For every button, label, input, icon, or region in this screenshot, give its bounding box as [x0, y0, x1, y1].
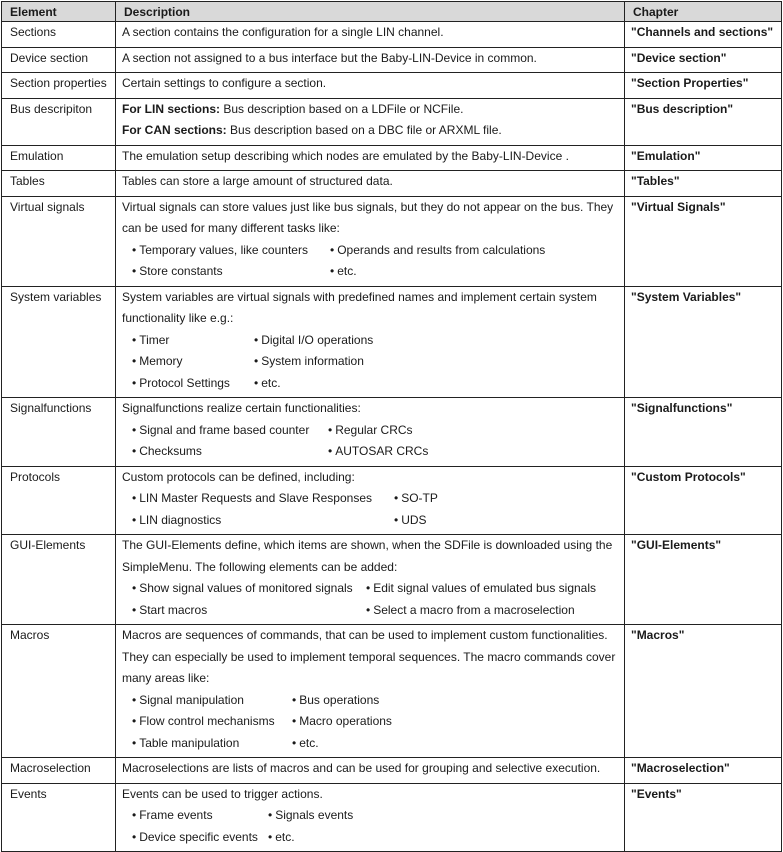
bus-can-line: [122, 123, 618, 145]
chapter-reference: "Device section": [631, 50, 727, 65]
description-text: They can especially be used to implement temporal sequences. The macro commands cover: [122, 649, 616, 664]
bullet-item: • Regular CRCs: [328, 423, 413, 445]
description-cell: [116, 22, 625, 48]
description-cell: [116, 73, 625, 99]
element-cell: [2, 171, 116, 197]
chapter-reference: "GUI-Elements": [631, 538, 722, 552]
table-row: [2, 171, 782, 197]
element-name: Virtual signals: [10, 199, 85, 214]
table-row: [2, 535, 782, 625]
table-row: [2, 466, 782, 535]
description-text: Tables can store a large amount of structured data.: [122, 174, 393, 188]
element-name: Emulation: [10, 148, 64, 163]
chapter-reference: "Emulation": [631, 148, 701, 163]
element-name: System variables: [10, 289, 102, 304]
bullet-item: • Signals events: [268, 808, 353, 830]
description-cell: [116, 286, 625, 398]
element-name: Device section: [10, 50, 89, 65]
bullet-item: • Frame events: [122, 808, 268, 830]
element-name: Protocols: [10, 469, 61, 484]
bullet-row: [122, 581, 618, 603]
element-name: Macros: [10, 628, 50, 642]
bullet-item: • Store constants: [122, 264, 330, 286]
bullet-item: • System information: [254, 354, 364, 376]
bullet-row: [122, 264, 618, 286]
chapter-reference: "Tables": [631, 174, 680, 188]
table-row: [2, 47, 782, 73]
bullet-item: • AUTOSAR CRCs: [328, 444, 428, 466]
element-cell: [2, 22, 116, 48]
bullet-item: • Macro operations: [292, 714, 392, 736]
chapter-reference: "Channels and sections": [631, 25, 774, 39]
element-cell: [2, 758, 116, 784]
bullet-item: • Protocol Settings: [122, 376, 254, 398]
chapter-reference: "Signalfunctions": [631, 401, 733, 415]
bullet-row: [122, 714, 618, 736]
bus-lin-text: Bus description based on a LDFile or NCFile.: [220, 101, 464, 116]
element-cell: [2, 145, 116, 171]
table-header: [2, 2, 782, 22]
bullet-item: • etc.: [268, 830, 295, 852]
bullet-item: • Temporary values, like counters: [122, 243, 330, 265]
element-cell: [2, 47, 116, 73]
chapter-reference: "Section Properties": [631, 76, 749, 90]
description-cell: [116, 625, 625, 758]
bullet-item: • Checksums: [122, 444, 328, 466]
description-cell: [116, 466, 625, 535]
element-name: Bus descripiton: [10, 101, 93, 116]
table-row: [2, 783, 782, 852]
table-row: [2, 145, 782, 171]
table-row: [2, 22, 782, 48]
description-text: Custom protocols can be defined, including:: [122, 469, 355, 484]
description-cell: [116, 758, 625, 784]
description-text: A section contains the configuration for a single LIN channel.: [122, 25, 444, 39]
bullet-row: [122, 444, 618, 466]
header-chapter: Chapter: [625, 2, 782, 22]
description-text: many areas like:: [122, 671, 210, 685]
chapter-cell: [625, 47, 782, 73]
bullet-item: • UDS: [394, 513, 427, 535]
description-cell: [116, 535, 625, 625]
table-row: [2, 73, 782, 99]
chapter-reference: "Virtual Signals": [631, 199, 726, 214]
chapter-cell: [625, 73, 782, 99]
bus-can-label: For CAN sections:: [122, 123, 227, 137]
bullet-row: [122, 333, 618, 355]
chapter-cell: [625, 196, 782, 286]
description-text: Certain settings to configure a section.: [122, 76, 327, 90]
bullet-item: • Start macros: [122, 603, 366, 625]
bullet-row: [122, 736, 618, 758]
description-cell: [116, 196, 625, 286]
bullet-item: • Timer: [122, 333, 254, 355]
bullet-item: • etc.: [330, 264, 357, 286]
bullet-row: [122, 376, 618, 398]
table-row: [2, 196, 782, 286]
element-cell: [2, 625, 116, 758]
bullet-row: [122, 491, 618, 513]
description-text: The emulation setup describing which nodes are emulated by the Baby-LIN-Device .: [122, 148, 569, 163]
table-row: [2, 98, 782, 145]
bullet-item: • Operands and results from calculations: [330, 243, 545, 265]
chapter-cell: [625, 625, 782, 758]
description-text: The GUI-Elements define, which items are shown, when the SDFile is downloaded using the: [122, 538, 613, 552]
bullet-row: [122, 354, 618, 376]
bullet-row: [122, 830, 618, 852]
chapter-reference: "System Variables": [631, 289, 742, 304]
description-cell: [116, 98, 625, 145]
bullet-item: • Bus operations: [292, 693, 379, 715]
description-text: Macros are sequences of commands, that can be used to implement custom functionalities.: [122, 628, 608, 642]
element-name: Signalfunctions: [10, 401, 92, 415]
description-cell: [116, 171, 625, 197]
table-body: [2, 22, 782, 852]
bullet-item: • Digital I/O operations: [254, 333, 373, 355]
bullet-item: • Show signal values of monitored signals: [122, 581, 366, 603]
element-name: GUI-Elements: [10, 538, 86, 552]
bullet-row: [122, 808, 618, 830]
chapter-cell: [625, 286, 782, 398]
description-cell: [116, 398, 625, 467]
chapter-cell: [625, 98, 782, 145]
description-text: can be used for many different tasks like:: [122, 221, 340, 235]
bullet-row: [122, 693, 618, 715]
description-text: functionality like e.g.:: [122, 311, 234, 325]
element-name: Section properties: [10, 76, 107, 90]
table-row: [2, 286, 782, 398]
chapter-cell: [625, 466, 782, 535]
description-cell: [116, 783, 625, 852]
description-text: System variables are virtual signals with predefined names and implement certain system: [122, 289, 597, 304]
chapter-reference: "Macros": [631, 628, 685, 642]
chapter-cell: [625, 171, 782, 197]
bus-lin-line: [122, 102, 618, 124]
chapter-cell: [625, 758, 782, 784]
header-description: Description: [116, 2, 625, 22]
bullet-item: • Table manipulation: [122, 736, 292, 758]
header-row: [2, 2, 782, 22]
elements-table: [1, 1, 782, 852]
bullet-row: [122, 423, 618, 445]
table-row: [2, 398, 782, 467]
element-cell: [2, 73, 116, 99]
chapter-cell: [625, 22, 782, 48]
bullet-item: • Flow control mechanisms: [122, 714, 292, 736]
bullet-row: [122, 603, 618, 625]
element-cell: [2, 398, 116, 467]
bullet-item: • Memory: [122, 354, 254, 376]
bullet-item: • etc.: [292, 736, 319, 758]
description-text: Virtual signals can store values just like bus signals, but they do not appear on the bus. They: [122, 199, 614, 214]
element-name: Events: [10, 786, 47, 801]
bullet-item: • etc.: [254, 376, 281, 398]
bullet-item: • Device specific events: [122, 830, 268, 852]
chapter-cell: [625, 398, 782, 467]
table-row: [2, 625, 782, 758]
chapter-reference: "Bus description": [631, 101, 734, 116]
element-name: Sections: [10, 25, 57, 39]
element-cell: [2, 466, 116, 535]
bullet-item: • LIN diagnostics: [122, 513, 394, 535]
element-name: Macroselection: [10, 761, 91, 775]
description-text: Macroselections are lists of macros and can be used for grouping and selective execution.: [122, 761, 601, 775]
chapter-reference: "Events": [631, 786, 682, 801]
element-cell: [2, 286, 116, 398]
chapter-cell: [625, 783, 782, 852]
element-cell: [2, 535, 116, 625]
bullet-item: • Edit signal values of emulated bus signals: [366, 581, 596, 603]
description-cell: [116, 145, 625, 171]
element-cell: [2, 196, 116, 286]
chapter-reference: "Macroselection": [631, 761, 730, 775]
description-text: Events can be used to trigger actions.: [122, 786, 323, 801]
element-name: Tables: [10, 174, 45, 188]
bullet-row: [122, 513, 618, 535]
description-cell: [116, 47, 625, 73]
bullet-item: • Select a macro from a macroselection: [366, 603, 575, 625]
description-text: A section not assigned to a bus interface but the Baby-LIN-Device in common.: [122, 50, 537, 65]
bullet-item: • Signal manipulation: [122, 693, 292, 715]
description-text: Signalfunctions realize certain functionalities:: [122, 401, 361, 415]
bullet-item: • SO-TP: [394, 491, 438, 513]
chapter-reference: "Custom Protocols": [631, 469, 746, 484]
bus-lin-label: For LIN sections:: [122, 101, 221, 116]
bullet-row: [122, 243, 618, 265]
chapter-cell: [625, 145, 782, 171]
table-row: [2, 758, 782, 784]
header-element: Element: [2, 2, 116, 22]
bullet-item: • Signal and frame based counter: [122, 423, 328, 445]
description-text: SimpleMenu. The following elements can be added:: [122, 559, 398, 574]
bullet-item: • LIN Master Requests and Slave Responses: [122, 491, 394, 513]
element-cell: [2, 98, 116, 145]
bus-can-text: Bus description based on a DBC file or ARXML file.: [226, 123, 502, 137]
element-cell: [2, 783, 116, 852]
chapter-cell: [625, 535, 782, 625]
